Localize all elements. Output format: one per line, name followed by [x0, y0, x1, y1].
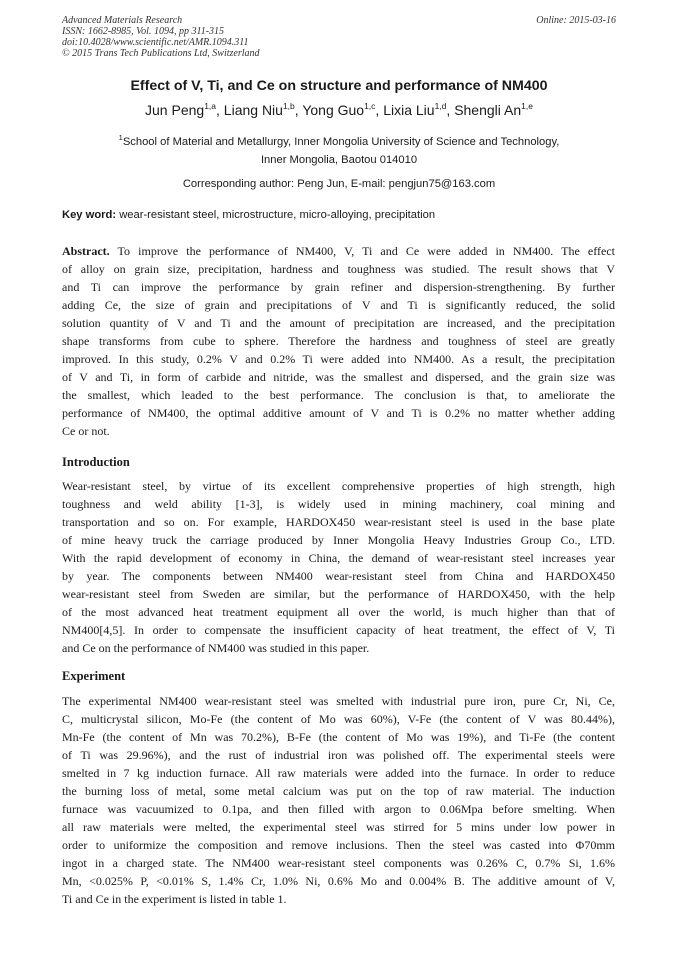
affiliation-line-1: $^1$School of Material and Metallurgy, Inner Mongolia University of Science and Technology, [118, 133, 560, 148]
abstract-line: performance of NM400, the optimal additive amount of V and Ti is 0.2% no matter whether adding [62, 406, 615, 420]
abstract-line: of V and Ti, in form of carbide and nitride, was the smallest and dispersed, and the grain size was [62, 370, 615, 384]
journal-header [62, 15, 260, 59]
keywords [62, 207, 616, 223]
keyword-text: wear-resistant steel, microstructure, micro-alloying, precipitation [116, 209, 436, 221]
journal-name: Advanced Materials Research [62, 15, 183, 26]
abstract-line: and Ti can improve the performance by grain refiner and dispersion-strengthening. By further [62, 280, 615, 294]
journal-issn: ISSN: 1662-8985, Vol. 1094, pp 311-315 [62, 26, 225, 37]
introduction-line: NM400[4,5]. In order to compensate the insufficient capacity of heat treatment, the effect of V, Ti [62, 623, 615, 637]
experiment-heading: Experiment [62, 669, 126, 683]
online-date: Online: 2015-03-16 [536, 15, 616, 26]
experiment-line: smelted in 7 kg induction furnace. All raw materials were added into the furnace. In order to reduce [62, 766, 615, 780]
author-list [0, 100, 678, 120]
experiment-line: Ti and Ce in the experiment is listed in table 1. [62, 892, 287, 906]
introduction-line: and Ce on the performance of NM400 was studied in this paper. [62, 641, 370, 655]
abstract [62, 242, 615, 440]
journal-copyright: © 2015 Trans Tech Publications Ltd, Switzerland [62, 48, 260, 59]
experiment-line: order to uniformize the composition and remove inclusions. Then the steel was casted into Φ70mm [62, 838, 615, 852]
abstract-line: the smallest, which leaded to the best performance. The conclusion is that, to ameliorate the [62, 388, 615, 402]
introduction-line: of the most advanced heat treatment equipment all over the world, is much higher than that of [62, 605, 615, 619]
experiment-line: C, multicrystal silicon, Mo-Fe (the content of Mo was 60%), V-Fe (the content of V was 80.44%), [62, 712, 615, 726]
journal-doi: doi:10.4028/www.scientific.net/AMR.1094.311 [62, 37, 249, 48]
affiliation [0, 133, 678, 169]
experiment-line: of Ti was 29.96%), and the rust of industrial iron was polished off. The experimental steels were [62, 748, 615, 762]
abstract-line: Ce or not. [62, 424, 110, 438]
abstract-label: Abstract. [62, 244, 110, 258]
introduction-line: toughness and weld ability [1-3], is widely used in mining machinery, coal mining and [62, 497, 615, 511]
experiment-line: Mn, <0.025% P, <0.01% S, 1.4% Cr, 1.0% Ni, 0.6% Mo and 0.004% B. The additive amount of V, [62, 874, 615, 888]
abstract-line: improved. In this study, 0.2% V and 0.2% Ti were added into NM400. As a result, the precipitation [62, 352, 615, 366]
introduction-line: of mine heavy truck the carriage produced by Inner Mongolia Heavy Industries Group Co., LTD. [62, 533, 615, 547]
author: Yong Guo$^{1,c}$, [302, 101, 384, 118]
author: Lixia Liu$^{1,d}$, [383, 101, 455, 118]
introduction-line: transportation and so on. For example, HARDOX450 wear-resistant steel is used in the base plate [62, 515, 615, 529]
experiment-line: the burning loss of metal, some metal calcium was put on the top of raw material. The induction [62, 784, 615, 798]
experiment-line: The experimental NM400 wear-resistant steel was smelted with industrial pure iron, pure Cr, Ni, Ce, [62, 694, 615, 708]
introduction-line: by year. The components between NM400 wear-resistant steel from China and HARDOX450 [62, 569, 615, 583]
abstract-line: shape transforms from cube to sphere. Therefore the hardness and toughness of steel are greatly [62, 334, 615, 348]
affiliation-line-2: Inner Mongolia, Baotou 014010 [260, 154, 418, 166]
experiment-line: furnace was vacuumized to 0.1pa, and then filled with argon to 0.06Mpa before smelting. When [62, 802, 615, 816]
experiment-line: ingot in a charged state. The NM400 wear-resistant steel components was 0.26% C, 0.7% Si, 1.6% [62, 856, 615, 870]
abstract-line: adding Ce, the size of grain and precipitations of V and Ti is significantly reduced, the solid [62, 298, 615, 312]
abstract-line: solution quantity of V and Ti and the amount of precipitation are increased, and the precipitation [62, 316, 615, 330]
keyword-label: Key word: [62, 209, 117, 221]
introduction-heading: Introduction [62, 455, 130, 469]
experiment-body [62, 692, 615, 908]
experiment-line: all raw materials were melted, the experimental steel was stirred for 5 mins under low power in [62, 820, 615, 834]
paper-title: Effect of V, Ti, and Ce on structure and performance of NM400 [130, 78, 548, 94]
abstract-line: of alloy on grain size, precipitation, hardness and toughness was studied. The result shows that V [62, 262, 615, 276]
corresponding-author: Corresponding author: Peng Jun, E-mail: pengjun75@163.com [182, 178, 496, 190]
experiment-line: Mn-Fe (the content of Mn was 70.2%), B-Fe (the content of Mo was 19%), and Ti-Fe (the content [62, 730, 615, 744]
introduction-line: With the rapid development of economy in China, the demand of wear-resistant steel increases year [62, 551, 615, 565]
introduction-line: wear-resistant steel from Sweden are similar, but the performance of HARDOX450, with the help [62, 587, 615, 601]
author: Shengli An$^{1,e}$ [454, 101, 533, 118]
introduction-line: Wear-resistant steel, by virtue of its excellent comprehensive properties of high strength, high [62, 479, 615, 493]
abstract-line: Abstract. To improve the performance of NM400, V, Ti and Ce were added in NM400. The effect [62, 244, 615, 258]
author: Liang Niu$^{1,b}$, [223, 101, 303, 118]
introduction-body [62, 477, 615, 657]
author: Jun Peng$^{1,a}$, [145, 101, 224, 118]
